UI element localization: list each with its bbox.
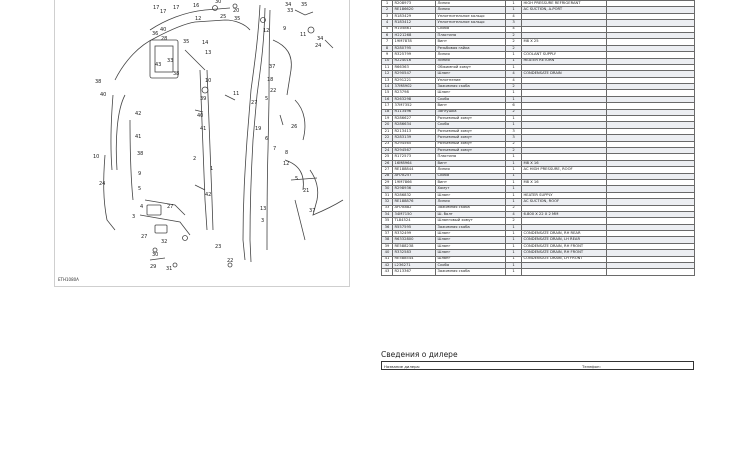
part-remark: HEATER RETURN bbox=[522, 58, 607, 64]
svg-text:12: 12 bbox=[283, 161, 290, 167]
part-number: R294567 bbox=[393, 147, 436, 153]
part-qty: 4 bbox=[506, 77, 522, 83]
part-qty: 1 bbox=[506, 90, 522, 96]
part-remark: M8 X 16 bbox=[522, 179, 607, 185]
diagram-id-label: ETH1080A bbox=[58, 277, 79, 282]
part-number: R286627 bbox=[393, 116, 436, 122]
part-qty: 1 bbox=[506, 64, 522, 70]
part-index: 21 bbox=[382, 128, 393, 134]
part-index: 33 bbox=[382, 205, 393, 211]
svg-text:28: 28 bbox=[161, 36, 168, 42]
part-name: Винт bbox=[436, 39, 506, 45]
part-remark: CONDENSATE DRAIN, RH REAR bbox=[522, 231, 607, 237]
part-remark bbox=[522, 269, 607, 275]
part-name: Ш. болт bbox=[436, 211, 506, 217]
part-remark: CONDENSATE DRAIN, RH FRONT bbox=[522, 250, 607, 256]
part-index: 29 bbox=[382, 179, 393, 185]
part-index: 17 bbox=[382, 103, 393, 109]
exploded-diagram bbox=[54, 0, 350, 287]
part-number: AH78257 bbox=[393, 173, 436, 179]
svg-text:11: 11 bbox=[233, 91, 240, 97]
part-qty: 4 bbox=[506, 26, 522, 32]
part-number: R23798 bbox=[393, 90, 436, 96]
part-name: Хомут bbox=[436, 186, 506, 192]
svg-text:5: 5 bbox=[265, 96, 269, 102]
part-qty: 2 bbox=[506, 141, 522, 147]
part-qty: 2 bbox=[506, 109, 522, 115]
part-index: 13 bbox=[382, 77, 393, 83]
svg-text:10: 10 bbox=[93, 154, 100, 160]
part-qty: 1 bbox=[506, 160, 522, 166]
svg-text:43: 43 bbox=[155, 62, 162, 68]
part-qty: 1 bbox=[506, 1, 522, 7]
part-number: RE188876 bbox=[393, 199, 436, 205]
svg-text:3: 3 bbox=[132, 214, 136, 220]
part-name: Уплотнительное кольцо bbox=[436, 13, 506, 19]
part-number: R224016 bbox=[393, 58, 436, 64]
part-number: R298936 bbox=[393, 186, 436, 192]
part-index: 42 bbox=[382, 263, 393, 269]
svg-text:34: 34 bbox=[285, 2, 292, 8]
part-remark: AC HIGH PRESSURE, ROOF bbox=[522, 167, 607, 173]
part-index: 20 bbox=[382, 122, 393, 128]
svg-text:42: 42 bbox=[205, 192, 212, 198]
svg-text:38: 38 bbox=[137, 151, 144, 157]
svg-text:33: 33 bbox=[167, 58, 174, 64]
svg-text:41: 41 bbox=[200, 126, 207, 132]
svg-text:27: 27 bbox=[141, 234, 148, 240]
part-name: Линия bbox=[436, 167, 506, 173]
svg-text:10: 10 bbox=[205, 78, 212, 84]
part-number: R557595 bbox=[393, 224, 436, 230]
part-index: 10 bbox=[382, 58, 393, 64]
svg-text:14: 14 bbox=[202, 40, 209, 46]
part-number: R325799 bbox=[393, 52, 436, 58]
svg-text:39: 39 bbox=[200, 96, 207, 102]
part-number: TL84524 bbox=[393, 218, 436, 224]
part-index: 30 bbox=[382, 186, 393, 192]
part-index: 40 bbox=[382, 250, 393, 256]
svg-text:17: 17 bbox=[173, 5, 180, 11]
part-name: Линия bbox=[436, 58, 506, 64]
part-index: 35 bbox=[382, 218, 393, 224]
svg-text:13: 13 bbox=[205, 50, 212, 56]
part-remark: M8 X 25 bbox=[522, 39, 607, 45]
part-number: 16M8964 bbox=[393, 160, 436, 166]
svg-text:24: 24 bbox=[99, 181, 106, 187]
svg-text:36: 36 bbox=[152, 31, 159, 37]
part-name: Винт bbox=[436, 103, 506, 109]
part-name: Шланг bbox=[436, 250, 506, 256]
part-name: Зажимная скоба bbox=[436, 224, 506, 230]
dealer-phone-label: Телефон: bbox=[582, 364, 601, 369]
part-qty: 2 bbox=[506, 84, 522, 90]
part-qty: 1 bbox=[506, 179, 522, 185]
part-index: 14 bbox=[382, 84, 393, 90]
part-index: 16 bbox=[382, 96, 393, 102]
part-name: Линия bbox=[436, 7, 506, 13]
part-number: 37M7352 bbox=[393, 103, 436, 109]
part-name: Шланг bbox=[436, 71, 506, 77]
svg-text:27: 27 bbox=[251, 100, 258, 106]
svg-text:33: 33 bbox=[287, 8, 294, 14]
svg-text:19: 19 bbox=[255, 126, 262, 132]
part-index: 25 bbox=[382, 154, 393, 160]
svg-text:23: 23 bbox=[215, 244, 222, 250]
part-name: Разъемный хомут bbox=[436, 141, 506, 147]
svg-text:30: 30 bbox=[152, 252, 159, 258]
part-name: Разъемный хомут bbox=[436, 147, 506, 153]
part-qty: 2 bbox=[506, 45, 522, 51]
svg-text:22: 22 bbox=[227, 258, 234, 264]
parts-row bbox=[382, 269, 695, 275]
part-name: Пластина bbox=[436, 32, 506, 38]
part-index: 27 bbox=[382, 167, 393, 173]
part-qty: 1 bbox=[506, 167, 522, 173]
part-name: Шланг bbox=[436, 256, 506, 262]
part-qty: 1 bbox=[506, 58, 522, 64]
part-qty: 3 bbox=[506, 20, 522, 26]
part-index: 23 bbox=[382, 141, 393, 147]
part-number: RE186620 bbox=[393, 7, 436, 13]
svg-text:20: 20 bbox=[233, 8, 240, 14]
part-index: 7 bbox=[382, 39, 393, 45]
svg-text:5: 5 bbox=[295, 176, 299, 182]
hose-routing-drawing bbox=[55, 0, 349, 286]
part-name: Резьбовая гайка bbox=[436, 45, 506, 51]
dealer-name-label: Название дилера: bbox=[384, 364, 421, 369]
part-qty: 1 bbox=[506, 269, 522, 275]
part-name: Линия bbox=[436, 1, 506, 7]
part-index: 18 bbox=[382, 109, 393, 115]
part-qty: 4 bbox=[506, 71, 522, 77]
svg-text:9: 9 bbox=[138, 171, 142, 177]
part-name: Шланг bbox=[436, 90, 506, 96]
part-qty: 2 bbox=[506, 39, 522, 45]
parts-list-table bbox=[381, 0, 695, 276]
part-index: 26 bbox=[382, 160, 393, 166]
svg-text:9: 9 bbox=[283, 26, 287, 32]
part-name: Линия bbox=[436, 52, 506, 58]
svg-text:32: 32 bbox=[161, 239, 168, 245]
svg-text:6: 6 bbox=[265, 136, 269, 142]
part-qty: 1 bbox=[506, 231, 522, 237]
part-qty: 4 bbox=[506, 13, 522, 19]
svg-text:40: 40 bbox=[100, 92, 107, 98]
part-qty: 6 bbox=[506, 103, 522, 109]
part-remark: M8 X 16 bbox=[522, 160, 607, 166]
part-qty: 3 bbox=[506, 128, 522, 134]
part-number: H221268 bbox=[393, 32, 436, 38]
part-number: R332499 bbox=[393, 231, 436, 237]
part-index: 41 bbox=[382, 256, 393, 262]
part-index: 39 bbox=[382, 243, 393, 249]
part-remark: CONDENSATE DRAIN bbox=[522, 71, 607, 77]
part-name: Шланг bbox=[436, 243, 506, 249]
part-remark: COOLANT SUPPLY bbox=[522, 52, 607, 58]
svg-text:41: 41 bbox=[135, 134, 142, 140]
part-index: 1 bbox=[382, 1, 393, 7]
part-qty: 1 bbox=[506, 250, 522, 256]
svg-text:1: 1 bbox=[210, 166, 214, 172]
svg-text:7: 7 bbox=[273, 146, 277, 152]
svg-text:30: 30 bbox=[215, 0, 222, 5]
part-name: Винт bbox=[436, 179, 506, 185]
svg-text:4: 4 bbox=[140, 204, 144, 210]
part-index: 34 bbox=[382, 211, 393, 217]
svg-text:21: 21 bbox=[303, 188, 310, 194]
svg-text:31: 31 bbox=[166, 266, 173, 272]
part-name: Шланг bbox=[436, 237, 506, 243]
part-name: Скоба bbox=[436, 96, 506, 102]
part-name: Разъемный хомут bbox=[436, 128, 506, 134]
part-index: 19 bbox=[382, 116, 393, 122]
part-qty: 2 bbox=[506, 218, 522, 224]
part-notes bbox=[607, 269, 695, 275]
part-index: 36 bbox=[382, 224, 393, 230]
part-remark: AC SUCTION, A-PORT bbox=[522, 7, 607, 13]
svg-text:26: 26 bbox=[291, 124, 298, 130]
part-index: 24 bbox=[382, 147, 393, 153]
part-qty: 1 bbox=[506, 154, 522, 160]
part-number: R213413 bbox=[393, 128, 436, 134]
svg-text:11: 11 bbox=[300, 32, 307, 38]
part-name: Шланг bbox=[436, 192, 506, 198]
part-number: R183429 bbox=[393, 13, 436, 19]
part-name: Обжимной хомут bbox=[436, 64, 506, 70]
part-number: R294565 bbox=[393, 141, 436, 147]
part-index: 28 bbox=[382, 173, 393, 179]
part-qty: 2 bbox=[506, 32, 522, 38]
svg-text:25: 25 bbox=[220, 14, 227, 20]
svg-text:34: 34 bbox=[317, 36, 324, 42]
part-number: R286634 bbox=[393, 122, 436, 128]
part-remark: CONDENSATE DRAIN, RH FRONT bbox=[522, 243, 607, 249]
svg-text:18: 18 bbox=[267, 77, 274, 83]
part-index: 5 bbox=[382, 26, 393, 32]
svg-text:24: 24 bbox=[315, 43, 322, 49]
part-number: R286832 bbox=[393, 192, 436, 198]
part-name: Скоба bbox=[436, 263, 506, 269]
part-qty: 1 bbox=[506, 122, 522, 128]
svg-text:12: 12 bbox=[263, 28, 270, 34]
part-qty: 1 bbox=[506, 116, 522, 122]
part-qty: 2 bbox=[506, 147, 522, 153]
part-index: 9 bbox=[382, 52, 393, 58]
part-qty: 2 bbox=[506, 205, 522, 211]
svg-text:42: 42 bbox=[135, 111, 142, 117]
part-qty: 1 bbox=[506, 186, 522, 192]
part-index: 6 bbox=[382, 32, 393, 38]
part-name: Шланговый хомут bbox=[436, 218, 506, 224]
part-name: Пластина bbox=[436, 154, 506, 160]
svg-text:8: 8 bbox=[285, 150, 289, 156]
part-qty: 1 bbox=[506, 96, 522, 102]
part-qty: 1 bbox=[506, 224, 522, 230]
part-number: R6332800 bbox=[393, 237, 436, 243]
svg-text:22: 22 bbox=[270, 88, 277, 94]
part-number: R208973 bbox=[393, 1, 436, 7]
part-name: Скоба bbox=[436, 26, 506, 32]
part-name: Линия bbox=[436, 199, 506, 205]
svg-text:2: 2 bbox=[193, 156, 197, 162]
part-remark: CONDENSATE DRAIN, LH REAR bbox=[522, 237, 607, 243]
part-remark: HIGH PRESSURE REFRIGERANT bbox=[522, 1, 607, 7]
part-name: Зажимная скоба bbox=[436, 269, 506, 275]
part-qty: 1 bbox=[506, 256, 522, 262]
part-name: Уплотнение bbox=[436, 77, 506, 83]
part-index: 15 bbox=[382, 90, 393, 96]
svg-text:27: 27 bbox=[167, 204, 174, 210]
part-remark: CONDENSATE DRAIN, LH FRONT bbox=[522, 256, 607, 262]
part-remark: AC SUCTION, ROOF bbox=[522, 199, 607, 205]
part-qty: 1 bbox=[506, 173, 522, 179]
svg-text:5: 5 bbox=[138, 186, 142, 192]
part-qty: 1 bbox=[506, 52, 522, 58]
part-index: 22 bbox=[382, 135, 393, 141]
part-number: RE188844 bbox=[393, 167, 436, 173]
dealer-info-box bbox=[381, 361, 694, 370]
part-number: R172573 bbox=[393, 154, 436, 160]
dealer-info-title: Сведения о дилере bbox=[381, 350, 458, 359]
svg-text:35: 35 bbox=[183, 39, 190, 45]
part-name: Зажимная скоба bbox=[436, 205, 506, 211]
part-qty: 1 bbox=[506, 237, 522, 243]
part-number: R66363 bbox=[393, 64, 436, 70]
part-number: 34M7150 bbox=[393, 211, 436, 217]
part-name: Шланг bbox=[436, 231, 506, 237]
part-number: R283139 bbox=[393, 135, 436, 141]
part-index: 3 bbox=[382, 13, 393, 19]
part-name: Скоба bbox=[436, 173, 506, 179]
part-number: R291221 bbox=[393, 77, 436, 83]
part-index: 4 bbox=[382, 20, 393, 26]
svg-text:37: 37 bbox=[309, 208, 316, 214]
part-name: Уплотнительное кольцо bbox=[436, 20, 506, 26]
part-number: RE588544 bbox=[393, 256, 436, 262]
part-name: Заглушка bbox=[436, 109, 506, 115]
part-name: Разъемный хомут bbox=[436, 135, 506, 141]
part-remark: 6.800 X 22 X 2 MM bbox=[522, 211, 607, 217]
part-name: Скоба bbox=[436, 122, 506, 128]
svg-text:17: 17 bbox=[160, 9, 167, 15]
part-index: 11 bbox=[382, 64, 393, 70]
part-number: 19M7866 bbox=[393, 179, 436, 185]
part-name: Разъемный хомут bbox=[436, 116, 506, 122]
part-index: 37 bbox=[382, 231, 393, 237]
part-number: R213367 bbox=[393, 269, 436, 275]
part-number: 37M8902 bbox=[393, 84, 436, 90]
part-name: Зажимная скоба bbox=[436, 84, 506, 90]
part-number: R263298 bbox=[393, 96, 436, 102]
part-name: Винт bbox=[436, 160, 506, 166]
part-qty: 1 bbox=[506, 7, 522, 13]
svg-text:29: 29 bbox=[150, 264, 157, 270]
svg-text:37: 37 bbox=[269, 64, 276, 70]
part-qty: 1 bbox=[506, 199, 522, 205]
part-qty: 1 bbox=[506, 263, 522, 269]
part-index: 38 bbox=[382, 237, 393, 243]
svg-text:3: 3 bbox=[261, 218, 265, 224]
part-number: R183412 bbox=[393, 20, 436, 26]
parts-list-body bbox=[382, 1, 695, 276]
part-index: 31 bbox=[382, 192, 393, 198]
part-qty: 4 bbox=[506, 211, 522, 217]
part-index: 32 bbox=[382, 199, 393, 205]
part-number: R280795 bbox=[393, 45, 436, 51]
part-number: R332583 bbox=[393, 250, 436, 256]
part-qty: 1 bbox=[506, 192, 522, 198]
part-index: 43 bbox=[382, 269, 393, 275]
part-remark: HEATER SUPPLY bbox=[522, 192, 607, 198]
svg-text:38: 38 bbox=[95, 79, 102, 85]
part-index: 8 bbox=[382, 45, 393, 51]
svg-text:13: 13 bbox=[260, 206, 267, 212]
part-qty: 1 bbox=[506, 243, 522, 249]
svg-text:38: 38 bbox=[173, 71, 180, 77]
part-number: AH78882 bbox=[393, 205, 436, 211]
svg-text:40: 40 bbox=[160, 27, 167, 33]
svg-text:12: 12 bbox=[195, 16, 202, 22]
part-number: H105861 bbox=[393, 26, 436, 32]
part-index: 12 bbox=[382, 71, 393, 77]
part-number: L236271 bbox=[393, 263, 436, 269]
svg-text:17: 17 bbox=[153, 5, 160, 11]
part-number: R113496 bbox=[393, 109, 436, 115]
part-number: RE588238 bbox=[393, 243, 436, 249]
svg-text:35: 35 bbox=[234, 16, 241, 22]
svg-text:40: 40 bbox=[197, 113, 204, 119]
part-number: R290547 bbox=[393, 71, 436, 77]
part-number: 19M7878 bbox=[393, 39, 436, 45]
part-qty: 3 bbox=[506, 135, 522, 141]
svg-text:35: 35 bbox=[301, 2, 308, 8]
part-index: 2 bbox=[382, 7, 393, 13]
svg-text:16: 16 bbox=[193, 3, 200, 9]
